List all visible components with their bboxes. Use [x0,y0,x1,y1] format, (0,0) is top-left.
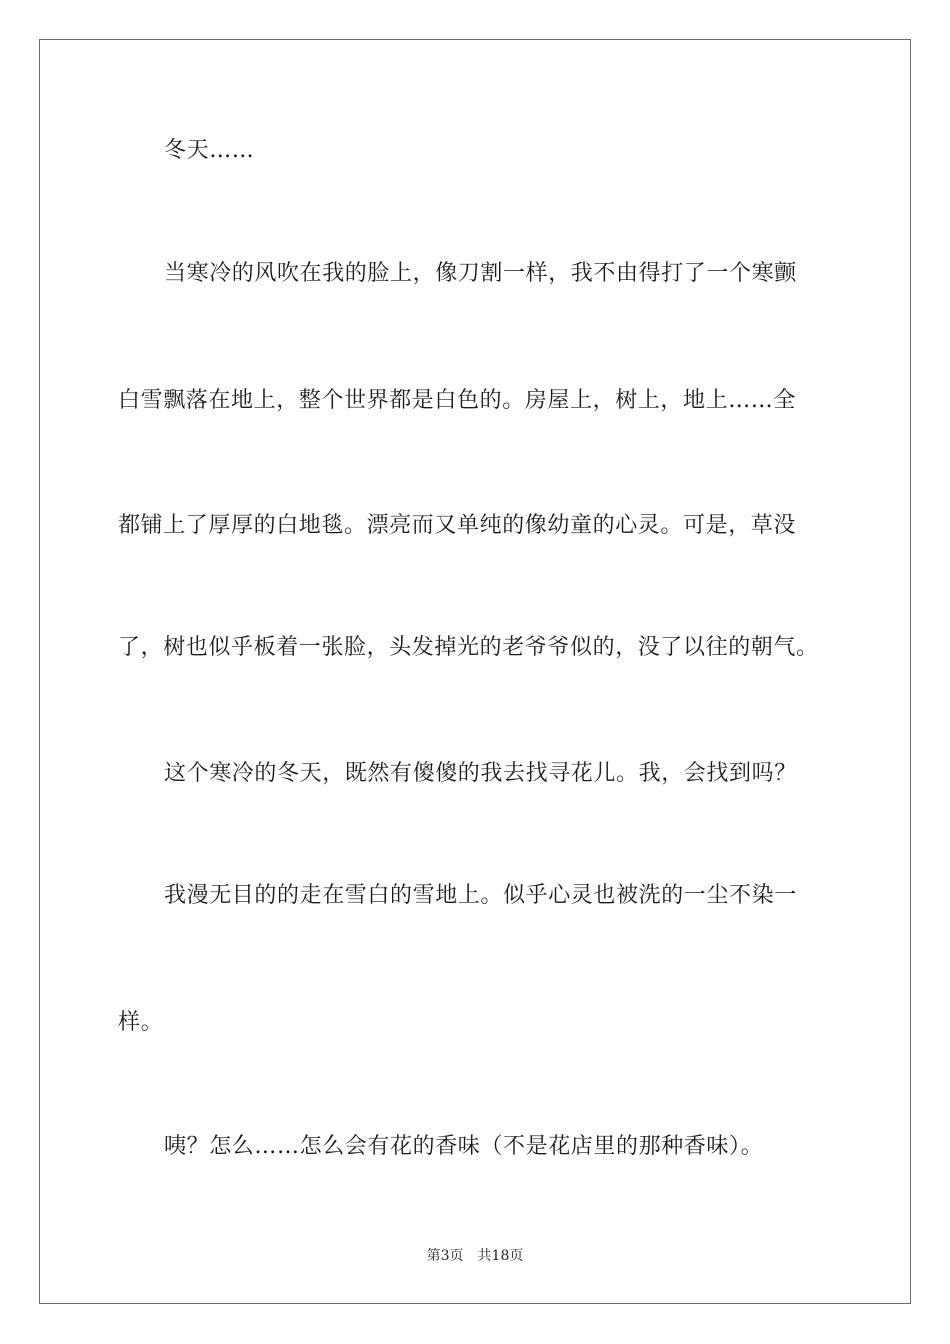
page-footer [0,1246,950,1266]
paragraph-line: 咦？怎么……怎么会有花的香味（不是花店里的那种香味）。 [164,1134,764,1159]
page-frame [39,39,911,1304]
paragraph-line: 了，树也似乎板着一张脸，头发掉光的老爷爷似的，没了以往的朝气。 [118,635,819,660]
paragraph-line: 样。 [118,1010,164,1035]
paragraph-line: 都铺上了厚厚的白地毯。漂亮而又单纯的像幼童的心灵。可是，草没 [118,513,797,538]
page-total: 共18页 [477,1248,524,1264]
paragraph-line: 白雪飘落在地上，整个世界都是白色的。房屋上，树上，地上……全 [118,388,797,413]
paragraph-line: 冬天…… [164,138,255,163]
page-number: 第3页 [426,1248,464,1264]
paragraph-line: 这个寒冷的冬天，既然有傻傻的我去找寻花儿。我，会找到吗？ [164,761,797,786]
paragraph-line: 我漫无目的的走在雪白的雪地上。似乎心灵也被洗的一尘不染一 [164,883,797,908]
paragraph-line: 当寒冷的风吹在我的脸上，像刀割一样，我不由得打了一个寒颤 [164,261,797,286]
